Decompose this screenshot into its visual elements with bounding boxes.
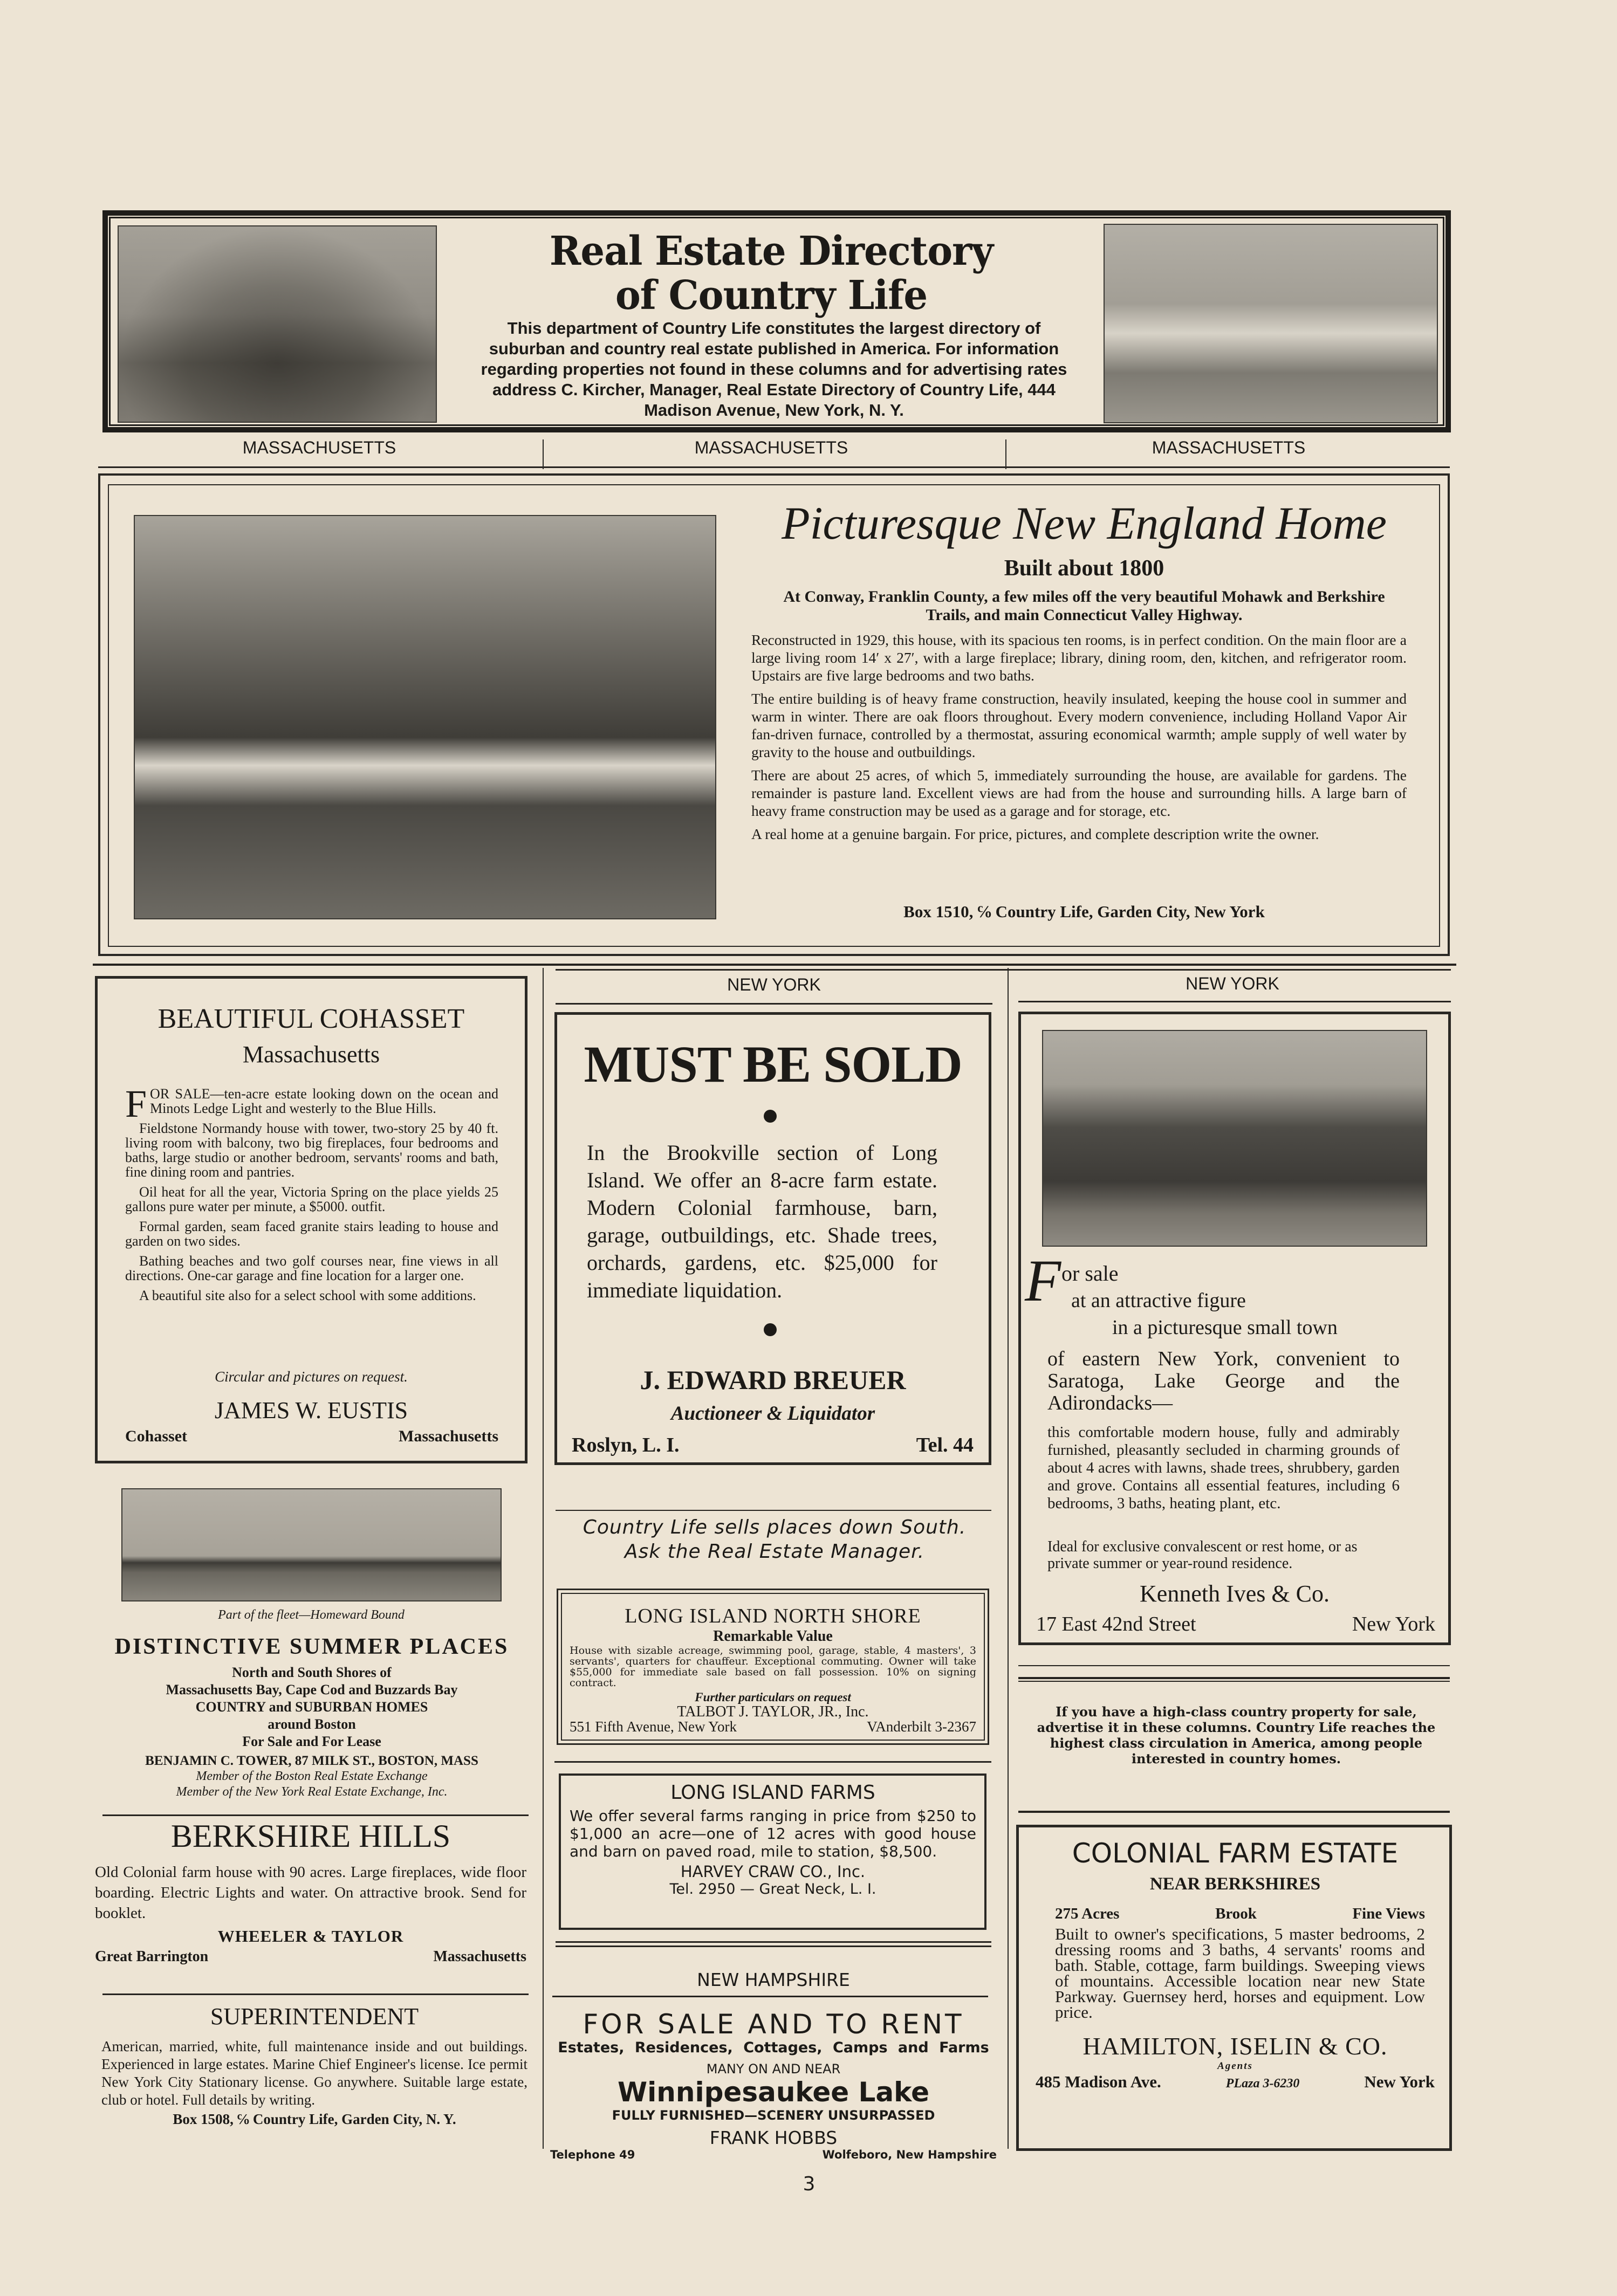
- state-label-new-york: NEW YORK: [1186, 974, 1279, 993]
- li-north-shore-ad: [570, 1604, 976, 1734]
- colonial-agent-role: Agents: [1217, 2060, 1253, 2072]
- section-rule: [556, 969, 1451, 971]
- berkshire-ad: [95, 1814, 526, 1965]
- colonial-city: New York: [1364, 2072, 1435, 2091]
- li-north-shore-title: LONG ISLAND NORTH SHORE: [625, 1605, 921, 1627]
- directory-title: [464, 229, 1079, 318]
- ives-body-lead: of eastern New York, convenient to Saratoga, Lake George and the Adirondacks—: [1047, 1348, 1400, 1414]
- berkshire-footer: [95, 1948, 526, 1965]
- li-north-shore-subtitle: Remarkable Value: [713, 1628, 833, 1645]
- colonial-title: COLONIAL FARM ESTATE: [1072, 1838, 1399, 1869]
- section-rule: [1018, 1681, 1450, 1682]
- feature-paragraph: The entire building is of heavy frame construction, heavily insulated, keeping the house cool in summer and warm in winter. There are oak floors throughout. Every modern convenience, including Holland Vapor Air fan-driven furnace, controlled by a thermostat, assuring economical warmth; ample supply of well water by gravity to the house and outbuildings.: [751, 690, 1407, 760]
- cohasset-footer: [125, 1427, 498, 1446]
- cohasset-paragraph: Oil heat for all the year, Victoria Spring on the place yields 25 gallons pure water per minute, a $5000. outfit.: [125, 1184, 498, 1214]
- summer-line: around Boston: [268, 1716, 356, 1732]
- li-north-shore-further: Further particulars on request: [695, 1690, 851, 1704]
- li-north-shore-phone: VAnderbilt 3-2367: [867, 1718, 976, 1735]
- column-divider: [1008, 968, 1009, 2149]
- column-divider: [1005, 439, 1006, 469]
- cohasset-paragraph: A beautiful site also for a select school with some additions.: [139, 1288, 476, 1303]
- new-hampshire-footer: [550, 2148, 997, 2161]
- directory-title-line-1: Real Estate Directory: [549, 228, 994, 274]
- ives-city: New York: [1352, 1613, 1435, 1635]
- colonial-feature: Brook: [1215, 1905, 1257, 1922]
- ives-agent: Kenneth Ives & Co.: [1140, 1580, 1330, 1607]
- li-farms-body: We offer several farms ranging in price from $250 to $1,000 an acre—one of 12 acres with good house and barn on paved road, mile to station, $8,500.: [570, 1807, 976, 1860]
- sailboat-fleet-photo: [121, 1488, 502, 1601]
- colonial-feature: 275 Acres: [1055, 1905, 1120, 1922]
- cohasset-first-paragraph: [125, 1082, 498, 1125]
- page-number: 3: [803, 2173, 816, 2195]
- cohasset-title: BEAUTIFUL COHASSET: [157, 1003, 465, 1034]
- superintendent-contact: Box 1508, ℅ Country Life, Garden City, N. Y.: [173, 2111, 456, 2127]
- state-label-massachusetts-1: MASSACHUSETTS: [242, 438, 396, 457]
- summer-membership: Member of the Boston Real Estate Exchange: [196, 1769, 428, 1783]
- feature-paragraph: Reconstructed in 1929, this house, with its spacious ten rooms, is in perfect condition. On the main floor are a large living room 14′ x 27′, with a large fireplace; library, dining room, den, kitchen, and refrigerator room. Upstairs are five large bedrooms and two baths.: [751, 631, 1407, 684]
- south-sales-note: [552, 1515, 997, 1564]
- feature-paragraph: A real home at a genuine bargain. For price, pictures, and complete description write the owner.: [751, 826, 1319, 842]
- column-divider: [543, 968, 544, 2149]
- li-farms-agent: HARVEY CRAW CO., Inc.: [680, 1862, 866, 1881]
- new-hampshire-title: FOR SALE AND TO RENT: [583, 2009, 964, 2040]
- summer-line: North and South Shores of: [232, 1665, 392, 1680]
- section-rule: [556, 1946, 991, 1947]
- colonial-address: 485 Madison Ave.: [1036, 2072, 1161, 2091]
- tudor-house-photo: [118, 225, 437, 423]
- cohasset-paragraph: Formal garden, seam faced granite stairs leading to house and garden on two sides.: [125, 1219, 498, 1249]
- li-farms-ad: [570, 1782, 976, 1898]
- section-rule: [1018, 1665, 1450, 1666]
- section-rule: [556, 1941, 991, 1943]
- section-rule: [556, 1510, 991, 1511]
- superintendent-title: SUPERINTENDENT: [210, 2003, 419, 2030]
- colonial-subtitle: NEAR BERKSHIRES: [1149, 1874, 1321, 1894]
- cohasset-paragraph: Bathing beaches and two golf courses near, fine views in all directions. One-car garage and fine location for a larger one.: [125, 1253, 498, 1283]
- feature-body: [751, 631, 1407, 848]
- section-rule: [554, 1761, 991, 1763]
- cohasset-state: Massachusetts: [399, 1427, 498, 1445]
- cohasset-agent: JAMES W. EUSTIS: [214, 1397, 408, 1424]
- li-north-shore-address: 551 Fifth Avenue, New York: [570, 1718, 737, 1735]
- superintendent-body: American, married, white, full maintenance inside and out buildings. Experienced in large estates. Marine Chief Engineer's license. Ice permit New York City Stationary license. Go anywhere. Suitable large estate, club or hotel. Full details by writing.: [101, 2038, 527, 2108]
- shingle-style-house-photo: [1042, 1030, 1427, 1247]
- li-farms-title: LONG ISLAND FARMS: [670, 1782, 875, 1804]
- state-label-new-york: NEW YORK: [727, 975, 821, 994]
- state-label-massachusetts-2: MASSACHUSETTS: [694, 438, 848, 457]
- summer-line: COUNTRY and SUBURBAN HOMES: [195, 1699, 428, 1715]
- section-rule: [1018, 1677, 1450, 1679]
- feature-subtitle: Built about 1800: [1004, 556, 1164, 581]
- li-farms-footer: Tel. 2950 — Great Neck, L. I.: [669, 1881, 876, 1898]
- must-be-sold-agent: J. EDWARD BREUER: [640, 1365, 906, 1395]
- section-rule: [556, 1003, 992, 1005]
- advertise-note: If you have a high-class country property for sale, advertise it in these columns. Country Life reaches the highest class circulation in America, among people interested in country homes.: [1037, 1704, 1436, 1766]
- state-label-new-hampshire: NEW HAMPSHIRE: [697, 1969, 850, 1990]
- new-hampshire-town: Wolfeboro, New Hampshire: [822, 2148, 997, 2161]
- summer-membership: Member of the New York Real Estate Exchange, Inc.: [176, 1785, 448, 1799]
- ives-body: this comfortable modern house, fully and admirably furnished, pleasantly secluded in charming grounds of about 4 acres with lawns, shade trees, shrubbery, garden and grove. Contains all essential features, including 6 bedrooms, 3 baths, heating plant, etc.: [1047, 1424, 1400, 1512]
- cohasset-body: [125, 1082, 498, 1308]
- cohasset-town: Cohasset: [125, 1427, 188, 1445]
- berkshire-title: BERKSHIRE HILLS: [170, 1818, 451, 1854]
- feature-title: Picturesque New England Home: [782, 497, 1387, 549]
- ives-intro-line-1: or sale: [1061, 1261, 1119, 1286]
- new-hampshire-many: MANY ON AND NEAR: [706, 2061, 841, 2077]
- fleet-caption: Part of the fleet—Homeward Bound: [218, 1608, 405, 1622]
- directory-description: This department of Country Life constitutes the largest directory of suburban and country real estate published in America. For information regarding properties not found in these columns and for advertising rates address C. Kircher, Manager, Real Estate Directory of Country Life, 444 Madison Avenue, New York, N. Y.: [481, 319, 1067, 420]
- new-hampshire-lake: Winnipesaukee Lake: [618, 2077, 929, 2108]
- berkshire-town: Great Barrington: [95, 1948, 209, 1965]
- ives-intro-line-3: in a picturesque small town: [1112, 1316, 1338, 1339]
- bullet-dot: [764, 1110, 777, 1123]
- new-hampshire-agent: FRANK HOBBS: [709, 2127, 838, 2148]
- section-rule: [93, 964, 1456, 966]
- new-hampshire-furnished: FULLY FURNISHED—SCENERY UNSURPASSED: [612, 2108, 935, 2123]
- berkshire-state: Massachusetts: [433, 1948, 526, 1965]
- berkshire-body: Old Colonial farm house with 90 acres. Large fireplaces, wide floor boarding. Electric Lights and water. On attractive brook. Send for booklet.: [95, 1864, 526, 1922]
- colonial-farmhouse-photo: [134, 515, 716, 919]
- cohasset-paragraph: Fieldstone Normandy house with tower, two-story 25 by 40 ft. living room with balcony, two big fireplaces, four bedrooms and baths, large studio or another bedroom, servants' rooms and bath, fine dining room and pantries.: [125, 1120, 498, 1180]
- section-rule: [1018, 1001, 1451, 1002]
- colonial-feature: Fine Views: [1352, 1905, 1425, 1922]
- must-be-sold-footer: [572, 1433, 974, 1457]
- must-be-sold-town: Roslyn, L. I.: [572, 1434, 680, 1456]
- bullet-dot: [764, 1323, 777, 1336]
- ives-body-note: Ideal for exclusive convalescent or rest home, or as private summer or year-round residence.: [1047, 1538, 1358, 1572]
- li-north-shore-agent: TALBOT J. TAYLOR, JR., Inc.: [677, 1703, 869, 1720]
- drop-cap: F: [125, 1082, 147, 1125]
- cohasset-circular-note: Circular and pictures on request.: [215, 1369, 408, 1385]
- colonial-footer: [1036, 2072, 1435, 2092]
- drop-cap: F: [1025, 1248, 1061, 1314]
- mediterranean-villa-photo: [1104, 224, 1438, 423]
- directory-title-line-2: of Country Life: [615, 272, 928, 319]
- summer-title: DISTINCTIVE SUMMER PLACES: [114, 1634, 509, 1659]
- li-north-shore-body: House with sizable acreage, swimming pool, garage, stable, 4 masters', 3 servants', quarters for chauffeur. Exceptional commuting. Owner will take $55,000 for immediate sale based on fall possession. 10% on signing contract.: [570, 1645, 976, 1689]
- summer-agent: BENJAMIN C. TOWER, 87 MILK ST., BOSTON, MASS: [145, 1754, 478, 1768]
- must-be-sold-body: In the Brookville section of Long Island. We offer an 8-acre farm estate. Modern Colonial farmhouse, barn, garage, outbuildings, etc. Shade trees, orchards, gardens, etc. $25,000 for immediate liquidation.: [587, 1140, 937, 1302]
- colonial-farm-ad: [1036, 1838, 1435, 2092]
- summer-places-ad: [93, 1634, 531, 1800]
- feature-location: At Conway, Franklin County, a few miles off the very beautiful Mohawk and Berkshire Trails, and main Connecticut Valley Highway.: [783, 588, 1385, 624]
- colonial-agent: HAMILTON, ISELIN & CO.: [1082, 2032, 1388, 2060]
- column-divider: [543, 439, 544, 469]
- ives-address: 17 East 42nd Street: [1036, 1613, 1196, 1635]
- feature-contact: Box 1510, ℅ Country Life, Garden City, New York: [903, 902, 1265, 921]
- feature-paragraph: There are about 25 acres, of which 5, immediately surrounding the house, are available for gardens. The remainder is pasture land. Excellent views are had from the house and surrounding hills. A large barn of heavy frame construction may be used as a garage and for storage, etc.: [751, 767, 1407, 819]
- ives-intro-line-2: at an attractive figure: [1071, 1289, 1246, 1312]
- section-rule: [552, 1996, 988, 1997]
- must-be-sold-phone: Tel. 44: [916, 1434, 974, 1456]
- south-note-line-2: Ask the Real Estate Manager.: [624, 1541, 925, 1563]
- berkshire-agent: WHEELER & TAYLOR: [217, 1927, 404, 1946]
- state-label-massachusetts-3: MASSACHUSETTS: [1152, 438, 1306, 457]
- ives-footer: [1036, 1612, 1435, 1636]
- section-rule: [98, 466, 1450, 468]
- li-north-shore-footer: [570, 1720, 976, 1734]
- must-be-sold-role: Auctioneer & Liquidator: [670, 1403, 875, 1425]
- colonial-features: [1036, 1905, 1435, 1923]
- must-be-sold-title: MUST BE SOLD: [584, 1035, 962, 1093]
- superintendent-ad: [101, 1995, 527, 2128]
- south-note-line-1: Country Life sells places down South.: [583, 1516, 967, 1538]
- section-rule: [1018, 1811, 1450, 1813]
- cohasset-first-text: OR SALE—ten-acre estate looking down on the ocean and Minots Ledge Light and westerly to the Blue Hills.: [150, 1086, 498, 1116]
- new-hampshire-property-types: Estates, Residences, Cottages, Camps and Farms: [558, 2039, 989, 2056]
- summer-line: Massachusetts Bay, Cape Cod and Buzzards Bay: [166, 1682, 458, 1697]
- colonial-phone: PLaza 3-6230: [1225, 2077, 1300, 2091]
- cohasset-subtitle: Massachusetts: [242, 1041, 380, 1068]
- new-hampshire-phone: Telephone 49: [550, 2148, 635, 2161]
- summer-line: For Sale and For Lease: [242, 1734, 381, 1749]
- colonial-body: Built to owner's specifications, 5 master bedrooms, 2 dressing rooms and 3 baths, 4 servants' rooms and bath. Stable, cottage, farm buildings. Sweeping views of mountains. Accessible location near new State Parkway. Guernsey herd, horses and equipment. Low price.: [1055, 1924, 1425, 2022]
- new-hampshire-section: [550, 1968, 997, 2161]
